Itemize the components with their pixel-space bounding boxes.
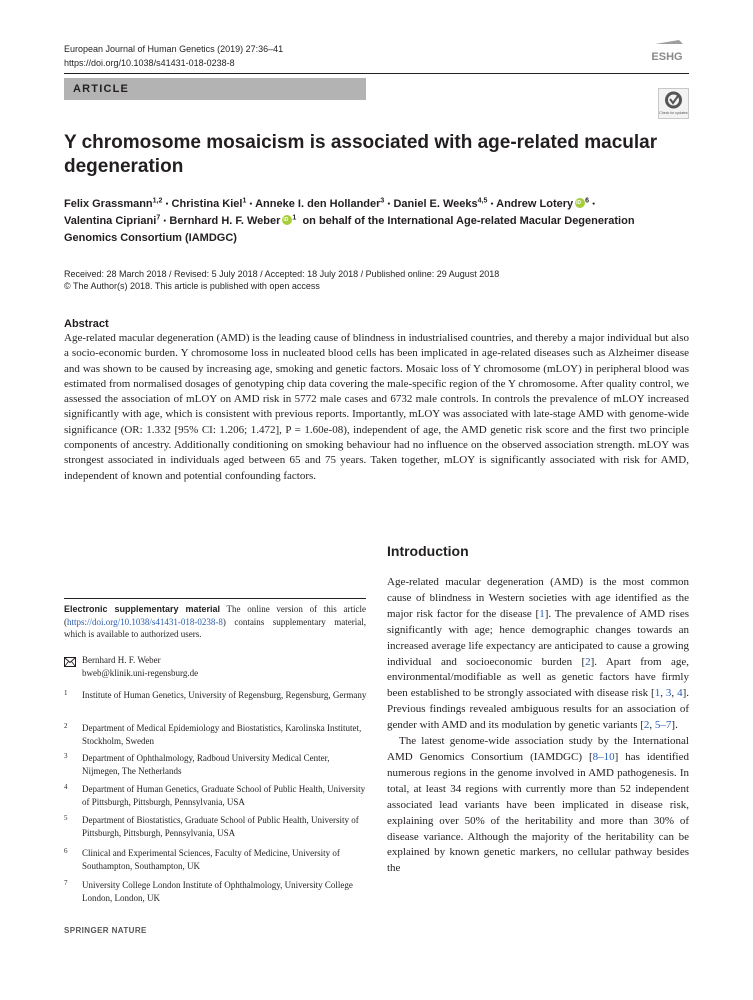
introduction-body <box>387 575 689 877</box>
envelope-icon <box>64 657 76 667</box>
affiliation-number: 4 <box>64 783 68 791</box>
author-name[interactable]: Valentina Cipriani <box>64 215 157 227</box>
supplementary-note <box>64 603 366 641</box>
abstract-text: Age-related macular degeneration (AMD) is the leading cause of blindness in industrialised countries, and thereby a major individual but also a socio-economic burden. Y chromosome loss in nucleated blood cells has been implicated in age-related diseases such as Alzheimer disease and was shown to be caused by increasing age, smoking and genetic factors. Mosaic loss of Y chromosome (mLOY) in peripheral blood was estimated from normalised dosages of genotyping chip data covering the male-specific region of the Y chromosome. After quality control, we assessed the association of mLOY on AMD risk in 5772 male cases and 6732 male controls. In controls the prevalence of mLOY increased significantly with age, which is consistent with previous reports. Importantly, mLOY was associated with late-stage AMD with genome-wide significance (OR: 1.332 [95% CI: 1.206; 1.472], P = 1.60e-08), independent of age, the AMD genetic risk score and the first two principle components of ancestry. Additionally conditioning on smoking behaviour had no influence on the observed association strength. mLOY was strongest associated in individuals aged between 65 and 75 years. Taken together, mLOY is significantly associated with risk for AMD, independent of known and potential confounding factors. <box>64 332 689 482</box>
affiliation-number: 2 <box>64 722 68 730</box>
author-name[interactable]: Andrew Lotery <box>496 198 574 210</box>
supplementary-text: The online version of this article ( <box>64 604 366 627</box>
citation-link[interactable]: 1 <box>539 607 545 620</box>
check-for-updates-button[interactable] <box>658 88 689 119</box>
journal-citation: European Journal of Human Genetics (2019) 27:36–41 <box>64 44 284 54</box>
affiliation-number: 3 <box>64 752 68 760</box>
intro-text: The latest genome-wide association study by the International AMD Genomics Consortium (IAMDGC) [ <box>387 735 689 763</box>
introduction-paragraph: Age-related macular degeneration (AMD) is the most common cause of blindness in Western societies with age identified as the major risk factor for the disease [1]. The prevalence of AMD rises significantly with age; hence demographic changes towards an increased average life expectancy are anticipated to cause a growing individual and socioeconomic burden [2]. Apart from age, environmental/modifiable as well as genetic factors have firmly been established to be strongly associated with disease risk [1, 3, 4]. Previous findings revealed ambiguous results for an association of gender with AMD and its modulation by genetic variants [2, 5–7]. <box>387 576 690 732</box>
author-affiliation: 4,5 <box>477 197 488 205</box>
corresponding-author: Bernhard H. F. Weber <box>82 655 161 665</box>
citation-link[interactable]: 5–7 <box>654 719 672 732</box>
footnote-divider <box>64 598 366 599</box>
affiliation-text: Institute of Human Genetics, University of Regensburg, Regensburg, Germany <box>82 690 367 700</box>
citation-link[interactable]: 1 <box>654 687 661 700</box>
intro-text: ]. The prevalence of AMD rises significantly with age; hence demographic changes towards an increased average life expectancy are anticipated to cause a growing individual and socioeconomic burden [ <box>387 607 689 668</box>
affiliation-text: Clinical and Experimental Sciences, Faculty of Medicine, University of Southampton, Southampton, UK <box>82 848 340 871</box>
affiliation-number: 6 <box>64 847 68 855</box>
author-separator: ● <box>163 218 167 224</box>
author-separator: ● <box>165 201 169 207</box>
eshg-logo-icon <box>645 38 689 66</box>
citation-link[interactable]: 2 <box>585 655 591 668</box>
citation-link[interactable]: 2 <box>643 719 650 732</box>
abstract-heading: Abstract <box>64 318 109 330</box>
affiliation-number: 1 <box>64 689 68 697</box>
update-check-icon <box>659 89 688 111</box>
copyright-notice: © The Author(s) 2018. This article is published with open access <box>64 281 320 291</box>
check-updates-label: Check for updates <box>659 111 688 115</box>
author-affiliation: 1 <box>292 214 297 222</box>
orcid-icon[interactable] <box>575 198 585 208</box>
article-title: Y chromosome mosaicism is associated with age-related macular degeneration <box>64 132 658 177</box>
citation-link[interactable]: 3 <box>665 687 672 700</box>
author-separator: ● <box>249 201 253 207</box>
consortium-name: on behalf of the International Age-related Macular Degeneration Genomics Consortium (IAMDGC) <box>64 215 635 244</box>
section-label: ARTICLE <box>73 83 130 95</box>
intro-text: ]. <box>671 719 678 732</box>
header-divider <box>64 73 689 74</box>
affiliation-text: University College London Institute of Ophthalmology, University College London, London, UK <box>82 880 353 903</box>
supplementary-text: ) contains supplementary material, which is available to authorized users. <box>64 616 366 639</box>
introduction-heading: Introduction <box>387 543 469 559</box>
author-name[interactable]: Bernhard H. F. Weber <box>169 215 281 227</box>
author-separator: ● <box>387 201 391 207</box>
affiliation-number: 5 <box>64 814 68 822</box>
intro-text: ]. Previous findings revealed ambiguous results for an association of gender with AMD and its modulation by genetic variants [ <box>387 687 690 732</box>
author-affiliation: 3 <box>380 197 385 205</box>
affiliation-text: Department of Human Genetics, Graduate School of Public Health, University of Pittsburgh, Pittsburgh, Pennsylvania, USA <box>82 784 366 807</box>
author-name[interactable]: Daniel E. Weeks <box>393 198 478 210</box>
author-separator: ● <box>490 201 494 207</box>
author-affiliation: 7 <box>156 214 161 222</box>
author-affiliation: 1 <box>242 197 247 205</box>
orcid-icon[interactable] <box>282 215 292 225</box>
intro-text: ]. Apart from age, environmental/modifiable as well as genetic factors have firmly been established to be strongly associated with disease risk [ <box>387 655 689 700</box>
author-affiliation: 1,2 <box>152 197 163 205</box>
affiliation-text: Department of Ophthalmology, Radboud University Medical Center, Nijmegen, The Netherlands <box>82 753 330 776</box>
publisher-logo: SPRINGER NATURE <box>64 926 147 935</box>
corresponding-email[interactable]: bweb@klinik.uni-regensburg.de <box>82 668 199 678</box>
author-name[interactable]: Christina Kiel <box>171 198 243 210</box>
affiliation-text: Department of Biostatistics, Graduate School of Public Health, University of Pittsburgh, Pittsburgh, Pennsylvania, USA <box>82 815 359 838</box>
author-name[interactable]: Felix Grassmann <box>64 198 153 210</box>
author-affiliation: 6 <box>585 197 590 205</box>
affiliation-text: Department of Medical Epidemiology and Biostatistics, Karolinska Institutet, Stockholm, Sweden <box>82 723 362 746</box>
doi-link[interactable]: https://doi.org/10.1038/s41431-018-0238-8 <box>64 58 235 68</box>
author-name[interactable]: Anneke I. den Hollander <box>255 198 381 210</box>
affiliation-number: 7 <box>64 879 68 887</box>
intro-text: Age-related macular degeneration (AMD) is the most common cause of blindness in Western societies with age identified as the major risk factor for the disease [ <box>387 576 689 620</box>
citation-link[interactable]: 4 <box>677 687 683 700</box>
eshg-logo-text: ESHG <box>651 51 683 63</box>
citation-link[interactable]: 8–10 <box>592 750 615 763</box>
introduction-paragraph <box>387 734 689 877</box>
publication-history: Received: 28 March 2018 / Revised: 5 July 2018 / Accepted: 18 July 2018 / Published online: 29 August 2018 <box>64 269 500 279</box>
intro-text: ] has identified numerous regions in the genome involved in AMD pathogenesis. In total, at least 34 regions with currently more than 52 independent associated lead variants have been implicated in disease risk, explaining over 50% of the heritability and more than 30% of disease variance. Although the majority of the heritability can be explained by known genetic markers, no cellular pathway besides the <box>387 750 689 875</box>
supplementary-label: Electronic supplementary material <box>64 604 220 614</box>
author-separator: ● <box>592 201 596 207</box>
author-list <box>64 196 684 247</box>
supplementary-link[interactable]: https://doi.org/10.1038/s41431-018-0238-8 <box>67 616 223 627</box>
